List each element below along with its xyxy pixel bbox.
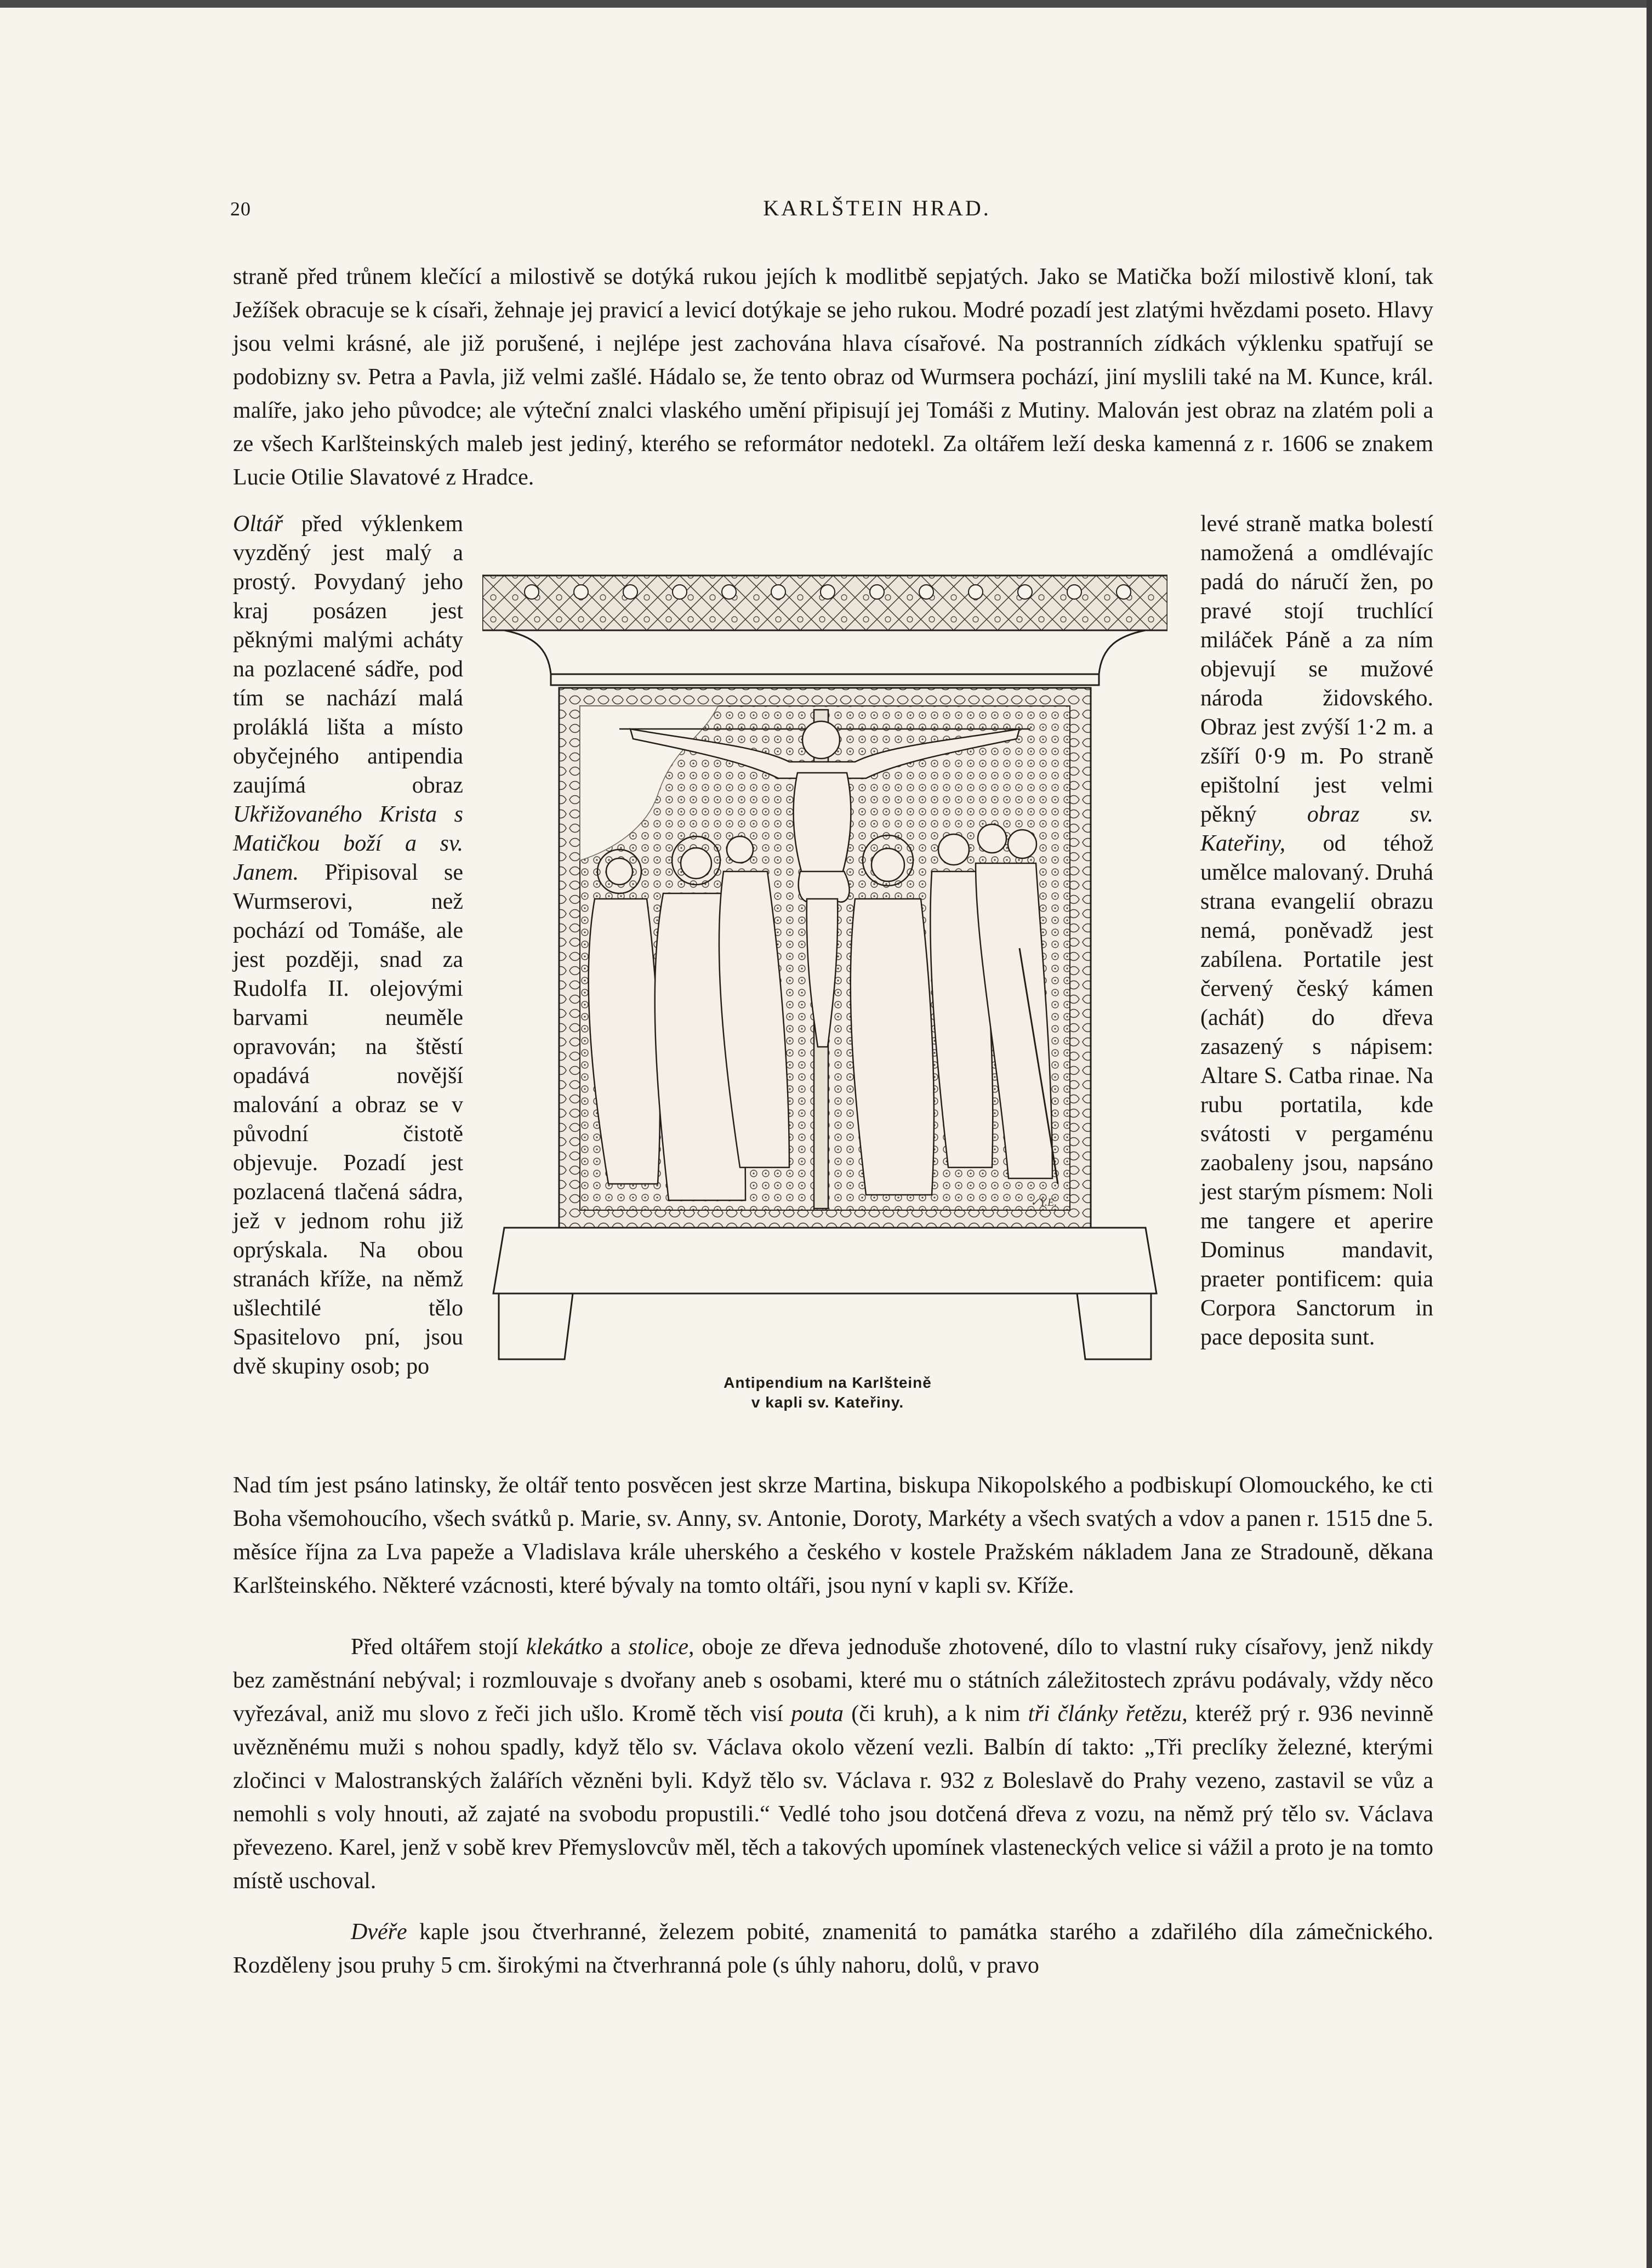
p2-seg-3: oboje ze dřeva jednoduše zhotovené, dílo to vlastní ruky císařovy, jenž nikdy bez zaměstnání nebýval; i rozmlouvaje s dvořany aneb s osobami, které mu o státních záležitostech zprávu podávaly, vždy něco vyřezával, aniž mu slovo z řeči jich ušlo. Kromě těch visí [233, 1634, 1433, 1726]
continuation-paragraph [233, 1469, 1433, 1603]
antependium-illustration [482, 565, 1167, 1420]
right-column-text [1200, 510, 1433, 1352]
paragraph-doors [233, 1916, 1433, 1982]
p3-seg-1: kaple jsou čtverhranné, železem pobité, znamenitá to památka starého a zdařilého díla zámečnického. Rozděleny jsou pruhy 5 cm. širokými na čtverhranná pole (s úhly nahoru, dolů, v pravo [233, 1919, 1433, 1978]
term-pouta: pouta [791, 1701, 844, 1726]
right-column-text-1: levé straně matka bolestí namožená a omdlévajíc padá do náručí žen, po pravé stojí truchlící miláček Páně a za ním objevují se mužové národa židovského. Obraz jest zvýší 1·2 m. a zšíří 0·9 m. Po straně epištolní jest velmi pěkný [1200, 511, 1433, 827]
p2-seg-5: kteréž prý r. 936 nevinně uvězněnému muži s nohou spadly, když tělo sv. Václava okolo vězení vezli. Balbín dí takto: „Tři preclíky železné, kterými zločinci v Malostranských žalářích vězněni byli. Když tělo sv. Václava r. 932 z Boleslavě do Prahy vezeno, zastavil se vůz a nemohli s voly hnouti, až zajaté na svobodu propustili.“ Vedlé toho jsou dotčená dřeva z vozu, na němž prý tělo sv. Václava převezeno. Karel, jenž v sobě krev Přemyslovcův měl, těch a takových upomínek vlasteneckých velice si vážil a proto je na tomto místě uschoval. [233, 1701, 1434, 1894]
altar-table-top [493, 1228, 1157, 1293]
term-clanky-retezu: tři články řetězu, [1028, 1701, 1188, 1726]
term-katerina: obraz sv. Kateřiny, [1200, 802, 1433, 856]
left-column-text-2: Připisoval se Wurmserovi, než pochází od Tomáše, ale jest později, snad za Rudolfa II. olejovými barvami neuměle opravován; na štěstí opadává novější malování a obraz se v původní čistotě objevuje. Pozadí jest pozlacená tlačená sádra, jež v jednom rohu již oprýskala. Na obou stranách kříže, na němž ušlechtilé tělo Spasitelovo pní, jsou dvě skupiny osob; po [233, 860, 463, 1379]
term-klekatko: klekátko [526, 1634, 603, 1660]
intro-paragraph [233, 260, 1433, 494]
term-painting-title: Ukřižovaného Krista s Matičkou boží a sv. Janem. [233, 802, 463, 885]
left-column-text [233, 510, 463, 1381]
right-column-text-2: od téhož umělce malovaný. Druhá strana evangelií obrazu nemá, poněvadž jest zabílena. Portatile jest červený český kámen (achát) do dřeva zasazený s nápisem: Altare S. Catba rinae. Na rubu portatila, kde svátosti v pergaménu zaobaleny jsou, napsáno jest starým písmem: Noli me tangere et aperire Dominus mandavit, praeter pontificem: quia Corpora Sanctorum in pace deposita sunt. [1200, 831, 1433, 1350]
paragraph-doors-text [233, 1916, 1433, 1982]
p2-seg-2: a [602, 1634, 629, 1660]
running-title: KARLŠTEIN HRAD. [763, 196, 991, 220]
cornice-ledge [551, 674, 1099, 685]
altar-leg-left [499, 1293, 573, 1359]
p2-seg-1: Před oltářem stojí [351, 1634, 526, 1660]
caption-line-1: Antipendium na Karlšteině [724, 1374, 932, 1391]
p2-seg-4: (či kruh), a k nim [843, 1701, 1028, 1726]
paragraph-kneeler [233, 1631, 1433, 1898]
cornice-frieze [482, 575, 1167, 630]
term-oltar: Oltář [233, 511, 283, 537]
antependium-figure [482, 565, 1167, 1420]
left-wrap-column [233, 510, 463, 1381]
figure-caption [663, 1373, 992, 1412]
artist-mark: ✓Y.E. [1030, 1196, 1057, 1209]
scan-edge-right [1647, 0, 1652, 2268]
right-wrap-column [1200, 510, 1433, 1352]
caption-line-2: v kapli sv. Kateřiny. [751, 1394, 904, 1411]
scan-edge-top [0, 0, 1652, 8]
term-stolice: stolice, [628, 1634, 694, 1660]
page-number: 20 [230, 198, 251, 220]
altar-leg-right [1077, 1293, 1151, 1359]
continuation-text: Nad tím jest psáno latinsky, že oltář tento posvěcen jest skrze Martina, biskupa Nikopolského a podbiskupí Olomouckého, ke cti Boha všemohoucího, všech svátků p. Marie, sv. Anny, sv. Antonie, Doroty, Markéty a všech svatých a vdov a panen r. 1515 dne 5. měsíce října za Lva papeže a Vladislava krále uherského a českého v kostele Pražském nákladem Jana ze Stradouně, děkana Karlšteinského. Některé vzácnosti, které bývaly na tomto oltáři, jsou nyní v kapli sv. Kříže. [233, 1473, 1433, 1598]
paragraph-kneeler-text [233, 1631, 1433, 1898]
left-column-text-1: před výklenkem vyzděný jest malý a prostý. Povydaný jeho kraj posázen jest pěknými malými acháty na pozlacené sádře, pod tím se nachází malá proláklá lišta a místo obyčejného antipendia zaujímá obraz [233, 511, 463, 798]
term-dvere: Dvéře [351, 1919, 407, 1945]
right-group-figures [851, 824, 1052, 1195]
intro-text: straně před trůnem klečící a milostivě se dotýká rukou jejích k modlitbě sepjatých. Jako se Matička boží milostivě kloní, tak Ježíšek obracuje se k císaři, žehnaje jej pravicí a levicí dotýkaje se jeho rukou. Modré pozadí jest zlatými hvězdami poseto. Hlavy jsou velmi krásné, ale již porušené, i nejlépe jest zachována hlava císařové. Na postranních zídkách výklenku spatřují se podobizny sv. Petra a Pavla, již velmi zašlé. Hádalo se, že tento obraz od Wurmsera pochází, jiní myslili také na M. Kunce, král. malíře, jako jeho původce; ale výteční znalci vlaského umění připisují jej Tomáši z Mutiny. Malován jest obraz na zlatém poli a ze všech Karlšteinských maleb jest jediný, kterého se reformátor nedotekl. Za oltářem leží deska kamenná z r. 1606 se znakem Lucie Otilie Slavatové z Hradce. [233, 264, 1433, 490]
cornice-curve [504, 630, 1146, 674]
